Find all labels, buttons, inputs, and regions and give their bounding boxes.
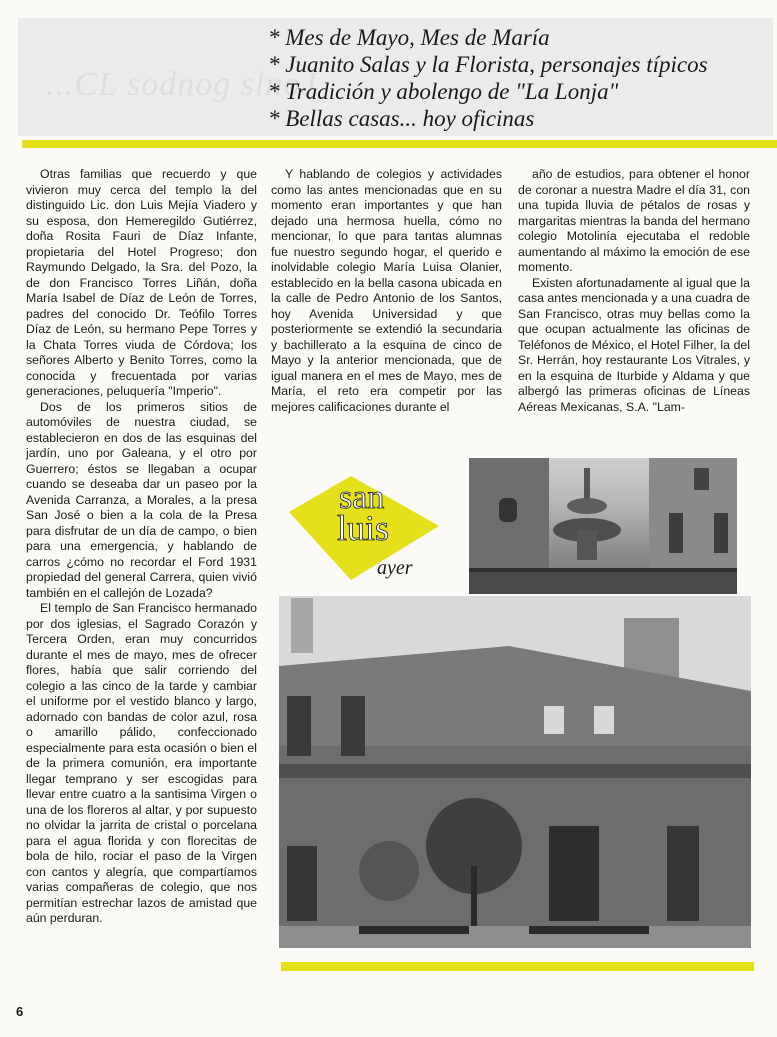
paragraph: Otras familias que recuerdo y que vivieron muy cerca del templo la del distinguido Lic. don Luis Mejía Viadero y su esposa, don Hemeregildo Gutiérrez, doña Rosita Fauri de Díaz Infante, propietaria del Hotel Progreso; don Raymundo Delgado, la Sra. del Pozo, la de don Francisco Torres Liñán, doña María Isabel de Díaz de León de Torres, padres del conocido Dr. Teófilo Torres Díaz de León, su hermano Pepe Torres y la Chata Torres viuda de Córdova; los señores Alberto y Benito Torres, como la conocida y frecuentada por varias generaciones, peluquería "Imperio". <box>26 167 257 398</box>
building-photo <box>279 596 751 948</box>
logo-ayer-text: ayer <box>377 557 413 579</box>
fountain-photo <box>469 458 737 594</box>
paragraph: año de estudios, para obtener el honor de coronar a nuestra Madre el día 31, con una tupida lluvia de pétalos de rosas y margaritas mientras la banda del hermano colegio Motolinía ejecutaba el redoble aumentando al máximo la emoción de ese momento. <box>518 167 750 274</box>
article-column-3 <box>518 167 750 455</box>
yellow-rule-bottom <box>281 962 754 971</box>
paragraph: Existen afortunadamente al igual que la casa antes mencionada y a una cuadra de San Francisco, otras muy bellas como la que ocupan actualmente las oficinas de Teléfonos de México, el Hotel Filher, la del Sr. Herrán, hoy restaurante Los Vitrales, y en la esquina de Iturbide y Aldama y que albergó las primeras oficinas de Líneas Aéreas Mexicanas, S.A. "Lam- <box>518 275 750 414</box>
headline-list <box>268 24 708 132</box>
headline-4: * Bellas casas... hoy oficinas <box>268 106 535 131</box>
article-column-1 <box>26 167 257 927</box>
paragraph: Dos de los primeros sitios de automóviles de nuestra ciudad, se establecieron en dos de las esquinas del jardín, uno por Galeana, y el otro por Guerrero; éstos se llegaban a ocupar cuando se deseaba dar un paseo por la Avenida Carranza, a Morales, a la presa San José o bien a la cola de la Presa para disfrutar de un día de campo, o bien para una emergencia, y hablando de carros ¿cómo no recordar el Ford 1931 propiedad del general Carrera, quien vivió también en el callejón de Lozada? <box>26 399 257 600</box>
article-column-2 <box>271 167 502 455</box>
yellow-rule-top <box>22 140 777 148</box>
logo-san-text: san <box>339 479 385 516</box>
san-luis-ayer-logo <box>281 474 446 586</box>
headline-1: * Mes de Mayo, Mes de María <box>268 25 550 50</box>
header-ghost-text: ...CL sodnog slnoJ <box>46 66 318 103</box>
page-number: 6 <box>16 1004 24 1019</box>
headline-2: * Juanito Salas y la Florista, personajes típicos <box>268 52 708 77</box>
logo-luis-text: luis <box>337 508 390 548</box>
paragraph: El templo de San Francisco hermanado por dos iglesias, el Sagrado Corazón y Tercera Orden, eran muy concurridos durante el mes de mayo, mes de ofrecer flores, había que salir corriendo del colegio a las cinco de la tarde y cambiar el uniforme por el vestido blanco y largo, adornado con bandas de color azul, rosa o amarillo pálido, confeccionado especialmente para esta ocasión o bien el de la primera comunión, era importante llegar temprano y ser escogidas para llevar entre cuatro a la santisima Virgen o una de los floreros al altar, y por supuesto no olvidar la jarrita de cristal o porcelana para el agua florida y con florecitas de bola de hilo, rociar el paso de la Virgen con cantos y alegría, que compartíamos varias compañeras de colegio, que nos permitían estrechar lazos de amistad que aún perduran. <box>26 601 257 925</box>
paragraph: Y hablando de colegios y actividades como las antes mencionadas que en su momento eran importantes y que han dejado una hermosa huella, cómo no mencionar, lo que para tantas alumnas fue nuestro segundo hogar, el querido e inolvidable colegio María Luisa Olanier, establecido en la bella casona ubicada en la calle de Pedro Antonio de los Santos, hoy Avenida Universidad y que posteriormente se extendió la secundaria y bachillerato a la esquina de cinco de Mayo y la anterior mencionada, que de igual manera en el mes de Mayo, mes de María, el reto era competir por las mejores calificaciones durante el <box>271 167 502 414</box>
headline-3: * Tradición y abolengo de "La Lonja" <box>268 79 619 104</box>
